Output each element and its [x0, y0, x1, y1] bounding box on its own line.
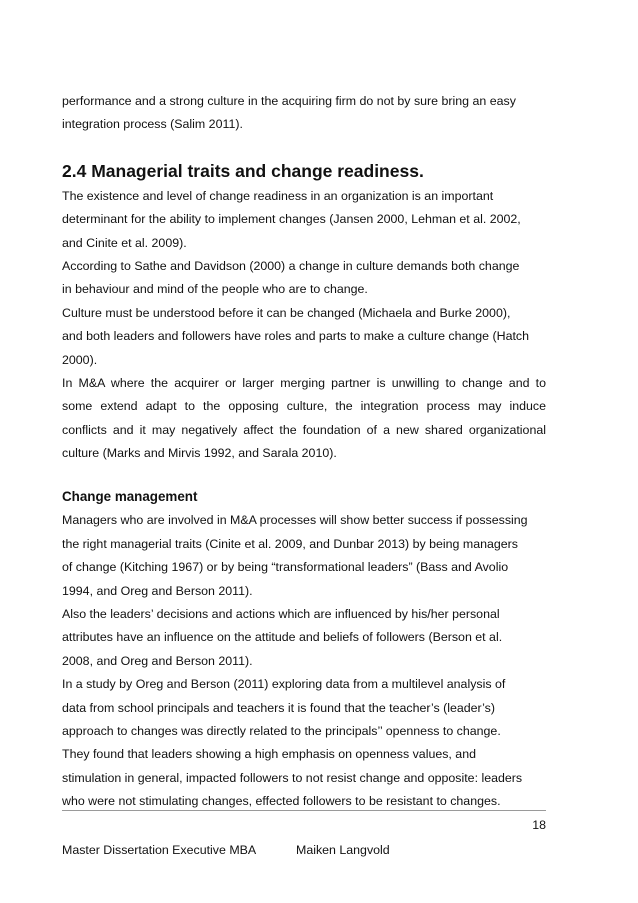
footer-author: Maiken Langvold — [296, 843, 390, 857]
section-body — [62, 185, 546, 466]
text-line: of change (Kitching 1967) or by being “transformational leaders” (Bass and Avolio — [62, 560, 509, 575]
text-line: stimulation in general, impacted followers to not resist change and opposite: leaders — [62, 770, 523, 785]
text-line: integration process (Salim 2011). — [62, 117, 243, 132]
text-line: culture (Marks and Mirvis 1992, and Sarala 2010). — [62, 446, 337, 461]
text-line: attributes have an influence on the attitude and beliefs of followers (Berson et al. — [62, 630, 503, 645]
text-line: who were not stimulating changes, effected followers to be resistant to changes. — [62, 794, 501, 809]
text-line: conflicts and it may negatively affect the foundation of a new shared organizational — [62, 422, 546, 437]
text-line: data from school principals and teachers it is found that the teacher’s (leader’s) — [62, 700, 495, 715]
text-line: approach to changes was directly related to the principals’’ openness to change. — [62, 723, 501, 738]
text-line: In a study by Oreg and Berson (2011) exploring data from a multilevel analysis of — [62, 677, 506, 692]
text-line: and both leaders and followers have roles and parts to make a culture change (Hatch — [62, 329, 529, 344]
subsection-heading: Change management — [62, 489, 198, 505]
text-line: The existence and level of change readiness in an organization is an important — [62, 188, 494, 203]
text-line: 1994, and Oreg and Berson 2011). — [62, 583, 253, 598]
subsection-body — [62, 509, 546, 813]
section-heading: 2.4 Managerial traits and change readiness. — [62, 160, 424, 181]
intro-paragraph — [62, 90, 546, 137]
text-line: some extend adapt to the opposing culture, the integration process may induce — [62, 399, 546, 414]
footer-divider — [62, 810, 546, 811]
footer-document-title: Master Dissertation Executive MBA — [62, 843, 257, 857]
page-number: 18 — [532, 818, 546, 832]
page-content — [62, 90, 546, 814]
text-line: They found that leaders showing a high emphasis on openness values, and — [62, 747, 476, 762]
text-line: According to Sathe and Davidson (2000) a change in culture demands both change — [62, 258, 520, 273]
text-line: the right managerial traits (Cinite et al. 2009, and Dunbar 2013) by being managers — [62, 536, 518, 551]
text-line: Also the leaders’ decisions and actions which are influenced by his/her personal — [62, 607, 500, 622]
text-line: determinant for the ability to implement changes (Jansen 2000, Lehman et al. 2002, — [62, 212, 521, 227]
text-line: 2000). — [62, 352, 98, 367]
text-line: in behaviour and mind of the people who are to change. — [62, 282, 368, 297]
text-line: Culture must be understood before it can be changed (Michaela and Burke 2000), — [62, 305, 511, 320]
text-line: and Cinite et al. 2009). — [62, 235, 187, 250]
text-line: Managers who are involved in M&A processes will show better success if possessing — [62, 513, 528, 528]
text-line: In M&A where the acquirer or larger merging partner is unwilling to change and to — [62, 375, 546, 390]
text-line: 2008, and Oreg and Berson 2011). — [62, 653, 253, 668]
text-line: performance and a strong culture in the acquiring firm do not by sure bring an easy — [62, 94, 516, 108]
